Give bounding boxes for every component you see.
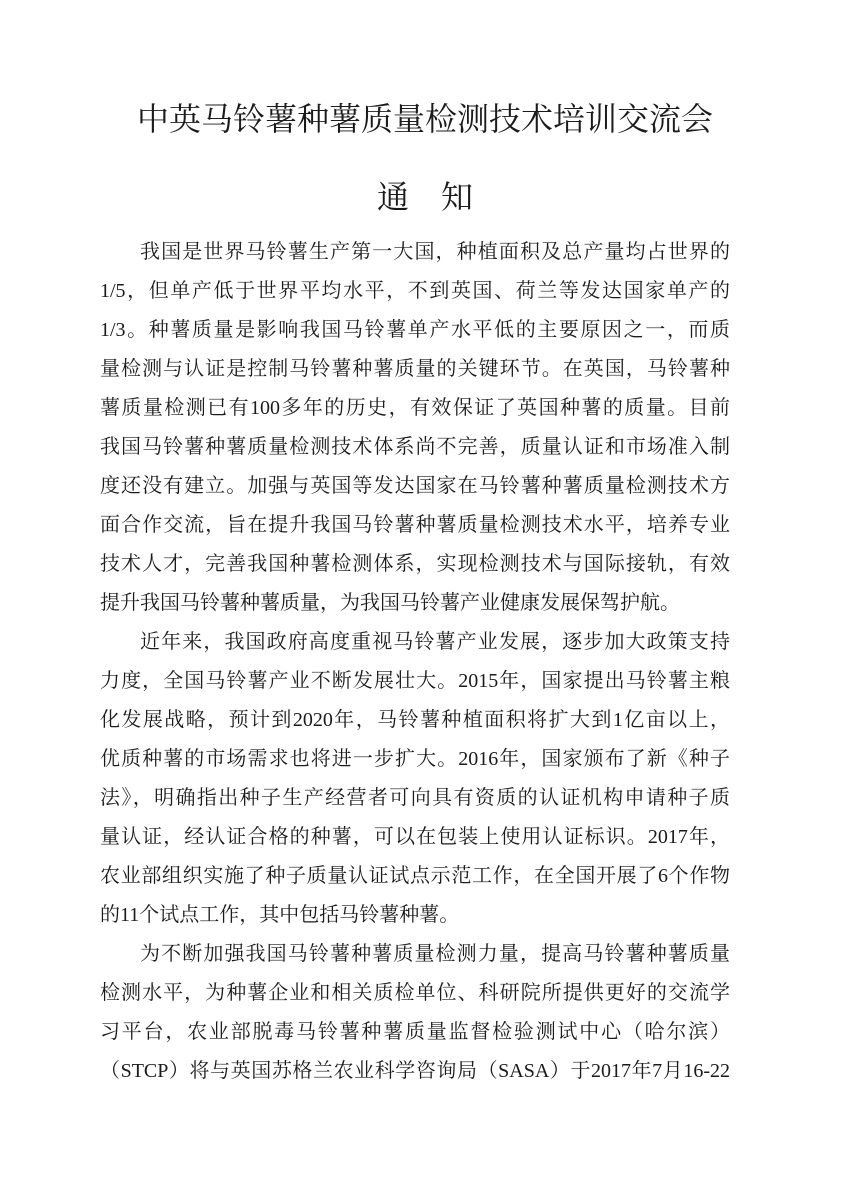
document-body [100, 233, 730, 1091]
text-line: （STCP）将与英国苏格兰农业科学咨询局（SASA）于2017年7月16-22 [100, 1060, 730, 1082]
text-line: 习平台，农业部脱毒马铃薯种薯质量监督检验测试中心（哈尔滨） [100, 1021, 730, 1043]
text-line: 的11个试点工作，其中包括马铃薯种薯。 [100, 904, 460, 926]
text-line: 近年来，我国政府高度重视马铃薯产业发展，逐步加大政策支持 [140, 631, 730, 653]
paragraph-3 [100, 935, 730, 1091]
text-line: 1/3。种薯质量是影响我国马铃薯单产水平低的主要原因之一，而质 [100, 319, 730, 341]
text-line: 面合作交流，旨在提升我国马铃薯种薯质量检测技术水平，培养专业 [100, 514, 730, 536]
text-line: 量认证，经认证合格的种薯，可以在包装上使用认证标识。2017年， [100, 826, 730, 848]
text-line: 化发展战略，预计到2020年，马铃薯种植面积将扩大到1亿亩以上， [100, 709, 730, 731]
document-subtitle: 通 知 [376, 179, 473, 215]
text-line: 力度，全国马铃薯产业不断发展壮大。2015年，国家提出马铃薯主粮 [100, 670, 730, 692]
text-line: 提升我国马铃薯种薯质量，为我国马铃薯产业健康发展保驾护航。 [100, 592, 680, 614]
text-line: 薯质量检测已有100多年的历史，有效保证了英国种薯的质量。目前 [100, 397, 730, 419]
text-line: 检测水平，为种薯企业和相关质检单位、科研院所提供更好的交流学 [100, 982, 730, 1004]
text-line: 度还没有建立。加强与英国等发达国家在马铃薯种薯质量检测技术方 [100, 475, 730, 497]
text-line: 1/5，但单产低于世界平均水平，不到英国、荷兰等发达国家单产的 [100, 280, 730, 302]
text-line: 技术人才，完善我国种薯检测体系，实现检测技术与国际接轨，有效 [100, 553, 730, 575]
text-line: 农业部组织实施了种子质量认证试点示范工作，在全国开展了6个作物 [100, 865, 730, 887]
text-line: 优质种薯的市场需求也将进一步扩大。2016年，国家颁布了新《种子 [100, 748, 730, 770]
text-line: 法》，明确指出种子生产经营者可向具有资质的认证机构申请种子质 [100, 787, 730, 809]
text-line: 我国是世界马铃薯生产第一大国，种植面积及总产量均占世界的 [140, 241, 730, 263]
text-line: 为不断加强我国马铃薯种薯质量检测力量，提高马铃薯种薯质量 [140, 943, 730, 965]
text-line: 量检测与认证是控制马铃薯种薯质量的关键环节。在英国，马铃薯种 [100, 358, 730, 380]
text-line: 我国马铃薯种薯质量检测技术体系尚不完善，质量认证和市场准入制 [100, 436, 730, 458]
document-title: 中英马铃薯种薯质量检测技术培训交流会 [136, 101, 713, 137]
paragraph-2 [100, 623, 730, 935]
paragraph-1 [100, 233, 730, 623]
